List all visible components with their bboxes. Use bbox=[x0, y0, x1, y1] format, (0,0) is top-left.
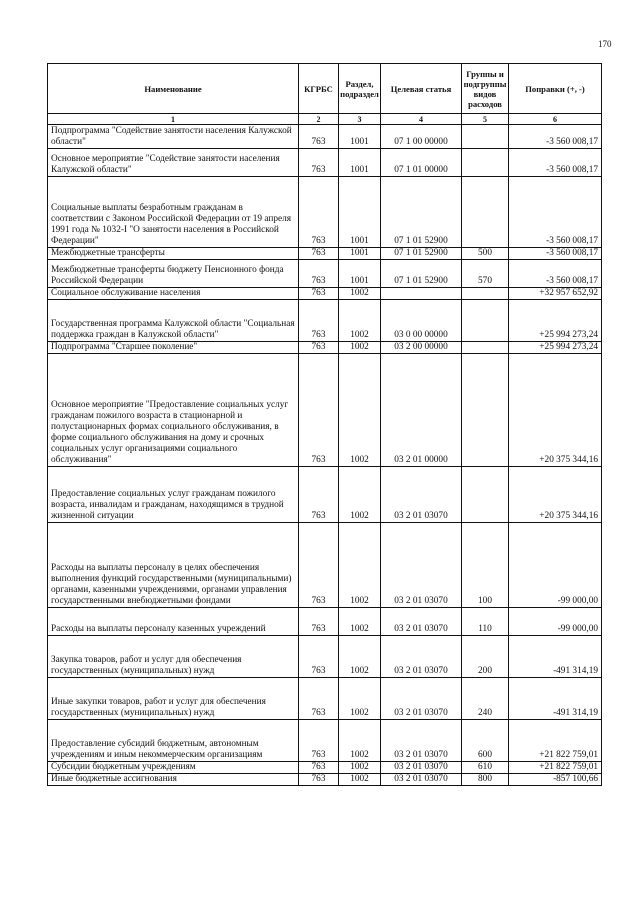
row-kgrbs: 763 bbox=[299, 288, 339, 300]
row-section: 1002 bbox=[339, 608, 381, 636]
col-number: 1 bbox=[48, 114, 299, 125]
budget-table bbox=[47, 63, 602, 786]
row-amount: +20 375 344,16 bbox=[509, 354, 602, 467]
header-kgrbs: КГРБС bbox=[299, 64, 339, 114]
row-kgrbs: 763 bbox=[299, 467, 339, 523]
table-row bbox=[48, 774, 602, 786]
header-amendments: Поправки (+, -) bbox=[509, 64, 602, 114]
table-row bbox=[48, 354, 602, 467]
row-group: 600 bbox=[462, 720, 509, 762]
page-number: 170 bbox=[598, 39, 612, 49]
row-target: 03 2 01 00000 bbox=[381, 354, 462, 467]
row-amount: -3 560 008,17 bbox=[509, 177, 602, 248]
col-number: 2 bbox=[299, 114, 339, 125]
row-kgrbs: 763 bbox=[299, 774, 339, 786]
row-group bbox=[462, 467, 509, 523]
row-amount: -491 314,19 bbox=[509, 636, 602, 678]
row-group bbox=[462, 288, 509, 300]
table-row bbox=[48, 523, 602, 608]
header-groups: Группы и подгруппы видов расходов bbox=[462, 64, 509, 114]
table-row bbox=[48, 608, 602, 636]
table-row bbox=[48, 300, 602, 342]
row-kgrbs: 763 bbox=[299, 300, 339, 342]
row-target: 07 1 01 52900 bbox=[381, 248, 462, 260]
row-target: 03 2 01 03070 bbox=[381, 774, 462, 786]
row-name: Межбюджетные трансферты бюджету Пенсионного фонда Российской Федерации bbox=[48, 260, 299, 288]
row-section: 1001 bbox=[339, 149, 381, 177]
row-target: 03 2 01 03070 bbox=[381, 762, 462, 774]
row-amount: -3 560 008,17 bbox=[509, 260, 602, 288]
row-group bbox=[462, 149, 509, 177]
table-row bbox=[48, 260, 602, 288]
row-amount: -3 560 008,17 bbox=[509, 149, 602, 177]
row-kgrbs: 763 bbox=[299, 149, 339, 177]
row-kgrbs: 763 bbox=[299, 523, 339, 608]
row-section: 1002 bbox=[339, 636, 381, 678]
row-name: Подпрограмма "Содействие занятости населения Калужской области" bbox=[48, 125, 299, 149]
row-target: 03 2 01 03070 bbox=[381, 636, 462, 678]
row-name: Закупка товаров, работ и услуг для обеспечения государственных (муниципальных) нужд bbox=[48, 636, 299, 678]
row-target: 03 2 01 03070 bbox=[381, 523, 462, 608]
column-number-row bbox=[48, 114, 602, 125]
row-group: 110 bbox=[462, 608, 509, 636]
row-target: 03 0 00 00000 bbox=[381, 300, 462, 342]
row-name: Межбюджетные трансферты bbox=[48, 248, 299, 260]
row-target: 07 1 00 00000 bbox=[381, 125, 462, 149]
row-kgrbs: 763 bbox=[299, 636, 339, 678]
row-name: Предоставление субсидий бюджетным, автономным учреждениям и иным некоммерческим организациям bbox=[48, 720, 299, 762]
table-row bbox=[48, 288, 602, 300]
row-kgrbs: 763 bbox=[299, 608, 339, 636]
row-target: 03 2 01 03070 bbox=[381, 678, 462, 720]
col-number: 3 bbox=[339, 114, 381, 125]
row-amount: -3 560 008,17 bbox=[509, 248, 602, 260]
row-name: Расходы на выплаты персоналу казенных учреждений bbox=[48, 608, 299, 636]
row-target: 03 2 01 03070 bbox=[381, 720, 462, 762]
row-group bbox=[462, 342, 509, 354]
row-target: 03 2 01 03070 bbox=[381, 608, 462, 636]
table-row bbox=[48, 248, 602, 260]
row-section: 1001 bbox=[339, 177, 381, 248]
row-group bbox=[462, 300, 509, 342]
table-row bbox=[48, 762, 602, 774]
row-group: 800 bbox=[462, 774, 509, 786]
row-amount: -3 560 008,17 bbox=[509, 125, 602, 149]
row-group: 240 bbox=[462, 678, 509, 720]
row-section: 1002 bbox=[339, 467, 381, 523]
row-group: 500 bbox=[462, 248, 509, 260]
row-amount: +25 994 273,24 bbox=[509, 342, 602, 354]
row-section: 1001 bbox=[339, 260, 381, 288]
row-amount: +21 822 759,01 bbox=[509, 762, 602, 774]
row-target bbox=[381, 288, 462, 300]
row-kgrbs: 763 bbox=[299, 354, 339, 467]
row-amount: +20 375 344,16 bbox=[509, 467, 602, 523]
row-kgrbs: 763 bbox=[299, 248, 339, 260]
row-target: 07 1 01 00000 bbox=[381, 149, 462, 177]
row-target: 07 1 01 52900 bbox=[381, 177, 462, 248]
table-row bbox=[48, 149, 602, 177]
row-kgrbs: 763 bbox=[299, 125, 339, 149]
col-number: 4 bbox=[381, 114, 462, 125]
row-amount: -99 000,00 bbox=[509, 608, 602, 636]
row-section: 1002 bbox=[339, 354, 381, 467]
row-amount: -491 314,19 bbox=[509, 678, 602, 720]
row-name: Социальное обслуживание населения bbox=[48, 288, 299, 300]
row-target: 03 2 01 03070 bbox=[381, 467, 462, 523]
row-name: Расходы на выплаты персоналу в целях обеспечения выполнения функций государственными (муниципальными) органами, казенными учреждениями, органами управления государственными внебюджетными фондами bbox=[48, 523, 299, 608]
row-name: Социальные выплаты безработным гражданам в соответствии с Законом Российской Федерации от 19 апреля 1991 года № 1032-I "О занятости населения в Российской Федерации" bbox=[48, 177, 299, 248]
row-name: Иные бюджетные ассигнования bbox=[48, 774, 299, 786]
row-section: 1002 bbox=[339, 288, 381, 300]
table-row bbox=[48, 678, 602, 720]
row-section: 1001 bbox=[339, 125, 381, 149]
row-name: Подпрограмма "Старшее поколение" bbox=[48, 342, 299, 354]
table-row bbox=[48, 467, 602, 523]
header-name: Наименование bbox=[48, 64, 299, 114]
row-section: 1002 bbox=[339, 300, 381, 342]
table-row bbox=[48, 720, 602, 762]
row-section: 1002 bbox=[339, 523, 381, 608]
col-number: 5 bbox=[462, 114, 509, 125]
row-group: 570 bbox=[462, 260, 509, 288]
row-section: 1002 bbox=[339, 720, 381, 762]
row-name: Предоставление социальных услуг гражданам пожилого возраста, инвалидам и гражданам, находящимся в трудной жизненной ситуации bbox=[48, 467, 299, 523]
table-row bbox=[48, 177, 602, 248]
row-amount: +21 822 759,01 bbox=[509, 720, 602, 762]
row-kgrbs: 763 bbox=[299, 678, 339, 720]
row-kgrbs: 763 bbox=[299, 342, 339, 354]
row-kgrbs: 763 bbox=[299, 260, 339, 288]
table-row bbox=[48, 342, 602, 354]
table-header-row bbox=[48, 64, 602, 114]
row-target: 03 2 00 00000 bbox=[381, 342, 462, 354]
row-kgrbs: 763 bbox=[299, 762, 339, 774]
col-number: 6 bbox=[509, 114, 602, 125]
row-group bbox=[462, 177, 509, 248]
row-group: 200 bbox=[462, 636, 509, 678]
row-amount: +25 994 273,24 bbox=[509, 300, 602, 342]
row-name: Государственная программа Калужской области "Социальная поддержка граждан в Калужской области" bbox=[48, 300, 299, 342]
row-section: 1002 bbox=[339, 342, 381, 354]
table-row bbox=[48, 636, 602, 678]
row-section: 1002 bbox=[339, 762, 381, 774]
row-group bbox=[462, 354, 509, 467]
header-target: Целевая статья bbox=[381, 64, 462, 114]
row-name: Иные закупки товаров, работ и услуг для обеспечения государственных (муниципальных) нужд bbox=[48, 678, 299, 720]
row-amount: -857 100,66 bbox=[509, 774, 602, 786]
row-kgrbs: 763 bbox=[299, 177, 339, 248]
row-name: Субсидии бюджетным учреждениям bbox=[48, 762, 299, 774]
row-amount: +32 957 652,92 bbox=[509, 288, 602, 300]
row-group bbox=[462, 125, 509, 149]
row-section: 1001 bbox=[339, 248, 381, 260]
row-target: 07 1 01 52900 bbox=[381, 260, 462, 288]
row-name: Основное мероприятие "Содействие занятости населения Калужской области" bbox=[48, 149, 299, 177]
row-group: 610 bbox=[462, 762, 509, 774]
row-amount: -99 000,00 bbox=[509, 523, 602, 608]
row-group: 100 bbox=[462, 523, 509, 608]
header-section: Раздел, подраздел bbox=[339, 64, 381, 114]
row-section: 1002 bbox=[339, 774, 381, 786]
table-row bbox=[48, 125, 602, 149]
row-section: 1002 bbox=[339, 678, 381, 720]
row-kgrbs: 763 bbox=[299, 720, 339, 762]
row-name: Основное мероприятие "Предоставление социальных услуг гражданам пожилого возраста в стационарной и полустационарных формах социального обслуживания, в форме социального обслуживания на дому и срочных социальных услуг организациями социального обслуживания" bbox=[48, 354, 299, 467]
